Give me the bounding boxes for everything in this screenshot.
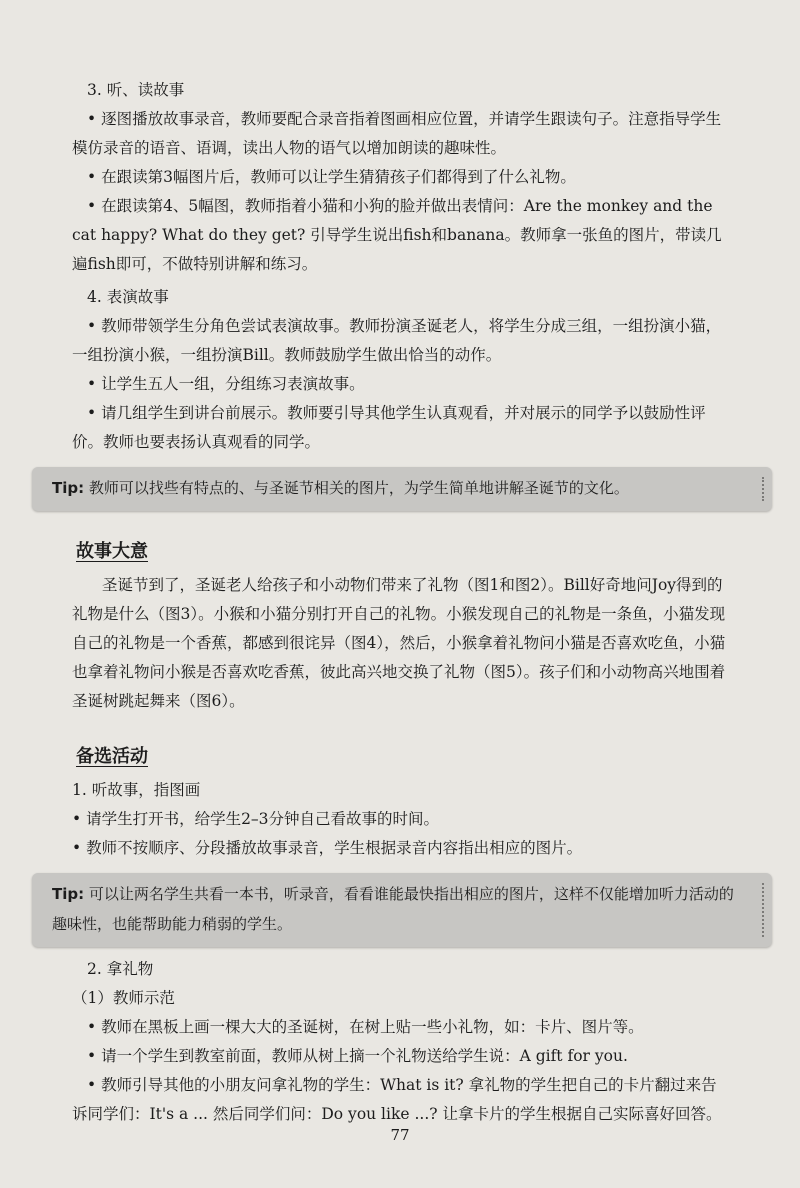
alt-bullet-2: • 教师不按顺序、分段播放故事录音，学生根据录音内容指出相应的图片。: [72, 839, 583, 857]
section-3-bullet-1: • 逐图播放故事录音，教师要配合录音指着图画相应位置，并请学生跟读句子。注意指导学生模仿录音的语音、语调，读出人物的语气以增加朗读的趣味性。: [72, 110, 722, 157]
section-4-bullet-3: • 请几组学生到讲台前展示。教师要引导其他学生认真观看，并对展示的同学予以鼓励性评价。教师也要表扬认真观看的同学。: [72, 404, 706, 451]
section-3-bullet-2: • 在跟读第3幅图片后，教师可以让学生猜猜孩子们都得到了什么礼物。: [87, 168, 576, 186]
gift-bullet-3: • 教师引导其他的小朋友问拿礼物的学生：What is it? 拿礼物的学生把自己的卡片翻过来告诉同学们：It's a ... 然后同学们问：Do you like ...? 让拿卡片的学生根据自己实际喜好回答。: [72, 1076, 722, 1123]
tip-label: Tip:: [52, 479, 85, 497]
gift-subtitle: （1）教师示范: [72, 989, 175, 1007]
story-summary-text: 圣诞节到了，圣诞老人给孩子和小动物们带来了礼物（图1和图2）。Bill好奇地问Joy得到的礼物是什么（图3）。小猴和小猫分别打开自己的礼物。小猴发现自己的礼物是一条鱼，小猫发现自己的礼物是一个香蕉，都感到很诧异（图4），然后，小猴拿着礼物问小猫是否喜欢吃鱼，小猫也拿着礼物问小猴是否喜欢吃香蕉，彼此高兴地交换了礼物（图5）。孩子们和小动物高兴地围着圣诞树跳起舞来（图6）。: [72, 576, 726, 710]
section-3-title: 3. 听、读故事: [87, 81, 185, 99]
section-4-title: 4. 表演故事: [87, 288, 169, 306]
gift-bullet-1: • 教师在黑板上画一棵大大的圣诞树，在树上贴一些小礼物，如：卡片、图片等。: [87, 1018, 644, 1036]
alt-subtitle-1: 1. 听故事，指图画: [72, 781, 201, 799]
story-summary-title: 故事大意: [76, 541, 148, 562]
tip-text: 教师可以找些有特点的、与圣诞节相关的图片，为学生简单地讲解圣诞节的文化。: [84, 479, 629, 497]
tip-box-2: [32, 873, 772, 947]
gift-activity-title: 2. 拿礼物: [87, 960, 154, 978]
section-4-bullet-2: • 让学生五人一组，分组练习表演故事。: [87, 375, 365, 393]
tip-box-1: [32, 467, 772, 511]
page-number: 77: [390, 1126, 410, 1144]
alternative-activities-title: 备选活动: [76, 746, 148, 767]
page-content: [52, 72, 734, 1129]
tip-text: 可以让两名学生共看一本书，听录音，看看谁能最快指出相应的图片，这样不仅能增加听力活动的趣味性，也能帮助能力稍弱的学生。: [52, 885, 734, 933]
tip-label: Tip:: [52, 885, 85, 903]
gift-bullet-2: • 请一个学生到教室前面，教师从树上摘一个礼物送给学生说：A gift for you.: [87, 1047, 628, 1065]
section-4-bullet-1: • 教师带领学生分角色尝试表演故事。教师扮演圣诞老人，将学生分成三组，一组扮演小猫，一组扮演小猴，一组扮演Bill。教师鼓励学生做出恰当的动作。: [72, 317, 722, 364]
section-3-bullet-3: • 在跟读第4、5幅图，教师指着小猫和小狗的脸并做出表情问：Are the monkey and the cat happy? What do they get? 引导学生说出fish和banana。教师拿一张鱼的图片，带读几遍fish即可，不做特别讲解和练习。: [72, 197, 722, 273]
alt-bullet-1: • 请学生打开书，给学生2–3分钟自己看故事的时间。: [72, 810, 440, 828]
